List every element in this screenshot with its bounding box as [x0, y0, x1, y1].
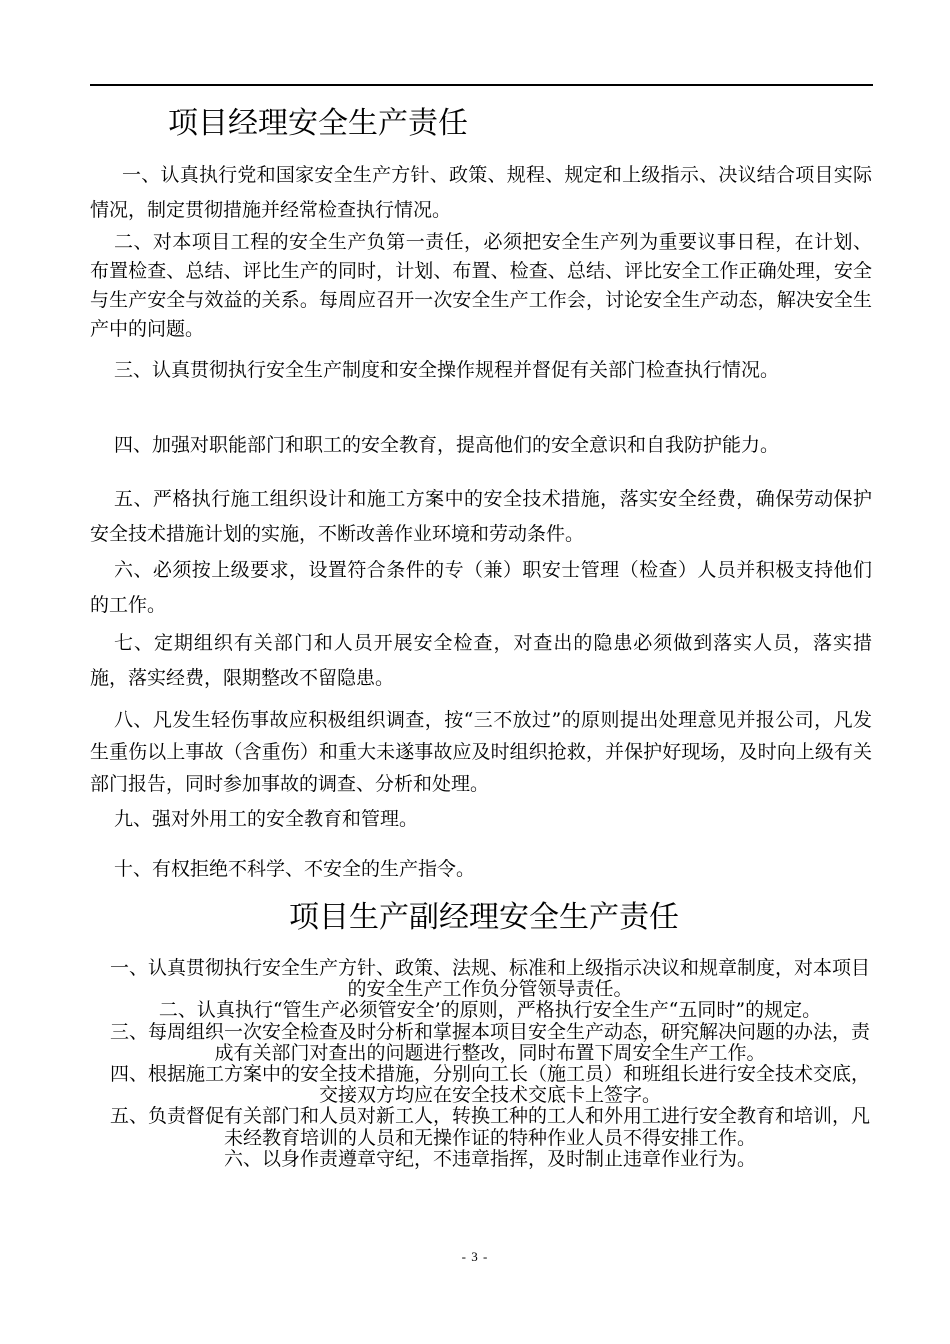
section2-item-2: 二、认真执行“管生产必须管安全’的原则，严格执行安全生产“五同时”的规定。	[158, 999, 822, 1022]
section2-item-4: 四、根据施工方案中的安全技术措施，分别向工长（施工员）和班组长进行安全技术交底，交接双方均应在安全技术交底卡上签字。	[109, 1063, 870, 1107]
section2-list	[103, 958, 877, 1170]
section1-title: 项目经理安全生产责任	[168, 106, 468, 141]
section1-item-9: 九、强对外用工的安全教育和管理。	[114, 808, 419, 830]
section2-item-6: 六、以身作责遵章守纪，不违章指挥，及时制止违章作业行为。	[223, 1147, 756, 1170]
section1-item-5: 五、严格执行施工组织设计和施工方案中的安全技术措施，落实安全经费，确保劳动保护安全技术措施计划的实施，不断改善作业环境和劳动条件。	[90, 488, 872, 545]
section1-item-10: 十、有权拒绝不科学、不安全的生产指令。	[114, 858, 476, 880]
section1-item-6: 六、必须按上级要求，设置符合条件的专（兼）职安士管理（检查）人员并积极支持他们的工作。	[90, 559, 872, 616]
section1-item-2: 二、对本项目工程的安全生产负第一责任，必须把安全生产列为重要议事日程，在计划、布置检查、总结、评比生产的同时，计划、布置、检查、总结、评比安全工作正确处理，安全与生产安全与效益的关系。每周应召开一次安全生产工作会，讨论安全生产动态，解决安全生产中的问题。	[90, 231, 872, 340]
section1-item-4: 四、加强对职能部门和职工的安全教育，提高他们的安全意识和自我防护能力。	[114, 434, 780, 456]
section2-item-3: 三、每周组织一次安全检查及时分析和掌握本项目安全生产动态，研究解决问题的办法，责成有关部门对查出的问题进行整改，同时布置下周安全生产工作。	[109, 1020, 870, 1064]
page-number: - 3 -	[461, 1249, 489, 1264]
section2-item-1: 一、认真贯彻执行安全生产方针、政策、法规、标准和上级指示决议和规章制度，对本项目的安全生产工作负分管领导责任。	[109, 957, 870, 1001]
section1-item-8: 八、凡发生轻伤事故应积极组织调查，按“三不放过”的原则提出处理意见并报公司，凡发生重伤以上事故（含重伤）和重大未遂事故应及时组织抢救，并保护好现场，及时向上级有关部门报告，同时参加事故的调查、分析和处理。	[90, 709, 872, 795]
header-rule	[90, 84, 873, 86]
section2-title: 项目生产副经理安全生产责任	[289, 900, 679, 935]
section1-item-1: 一、认真执行党和国家安全生产方针、政策、规程、规定和上级指示、决议结合项目实际情况，制定贯彻措施并经常检查执行情况。	[90, 164, 872, 221]
section1-item-3: 三、认真贯彻执行安全生产制度和安全操作规程并督促有关部门检查执行情况。	[114, 359, 780, 381]
section2-item-5: 五、负责督促有关部门和人员对新工人，转换工种的工人和外用工进行安全教育和培训，凡未经教育培训的人员和无操作证的特种作业人员不得安排工作。	[109, 1105, 870, 1149]
section1-item-7: 七、定期组织有关部门和人员开展安全检查，对查出的隐患必须做到落实人员，落实措施，落实经费，限期整改不留隐患。	[90, 632, 872, 689]
